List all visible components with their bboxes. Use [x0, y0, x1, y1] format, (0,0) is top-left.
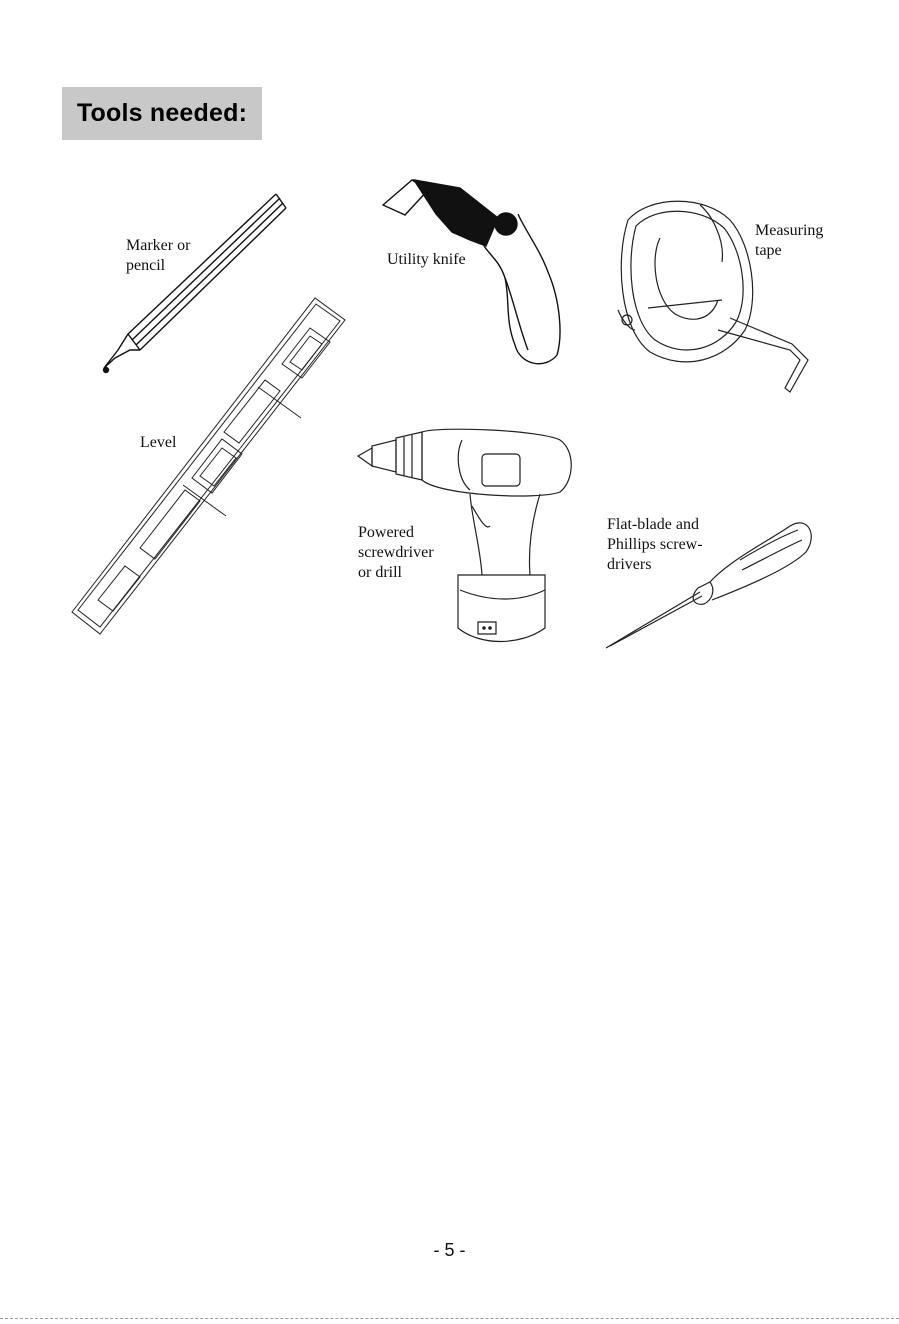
- utility-knife-icon: [383, 180, 560, 364]
- section-title: Tools needed:: [76, 99, 248, 127]
- tape-label: Measuring tape: [755, 222, 824, 259]
- pencil-icon: [104, 194, 287, 373]
- drill-label: Powered screwdriver or drill: [358, 524, 434, 581]
- level-icon: [72, 298, 345, 634]
- bottom-rule: [0, 1318, 899, 1319]
- knife-label: Utility knife: [387, 251, 466, 268]
- page-number: - 5 -: [433, 1240, 466, 1260]
- screwdriver-label: Flat-blade and Phillips screw- drivers: [607, 516, 703, 573]
- level-label: Level: [140, 434, 177, 451]
- marker-label: Marker or pencil: [126, 237, 191, 274]
